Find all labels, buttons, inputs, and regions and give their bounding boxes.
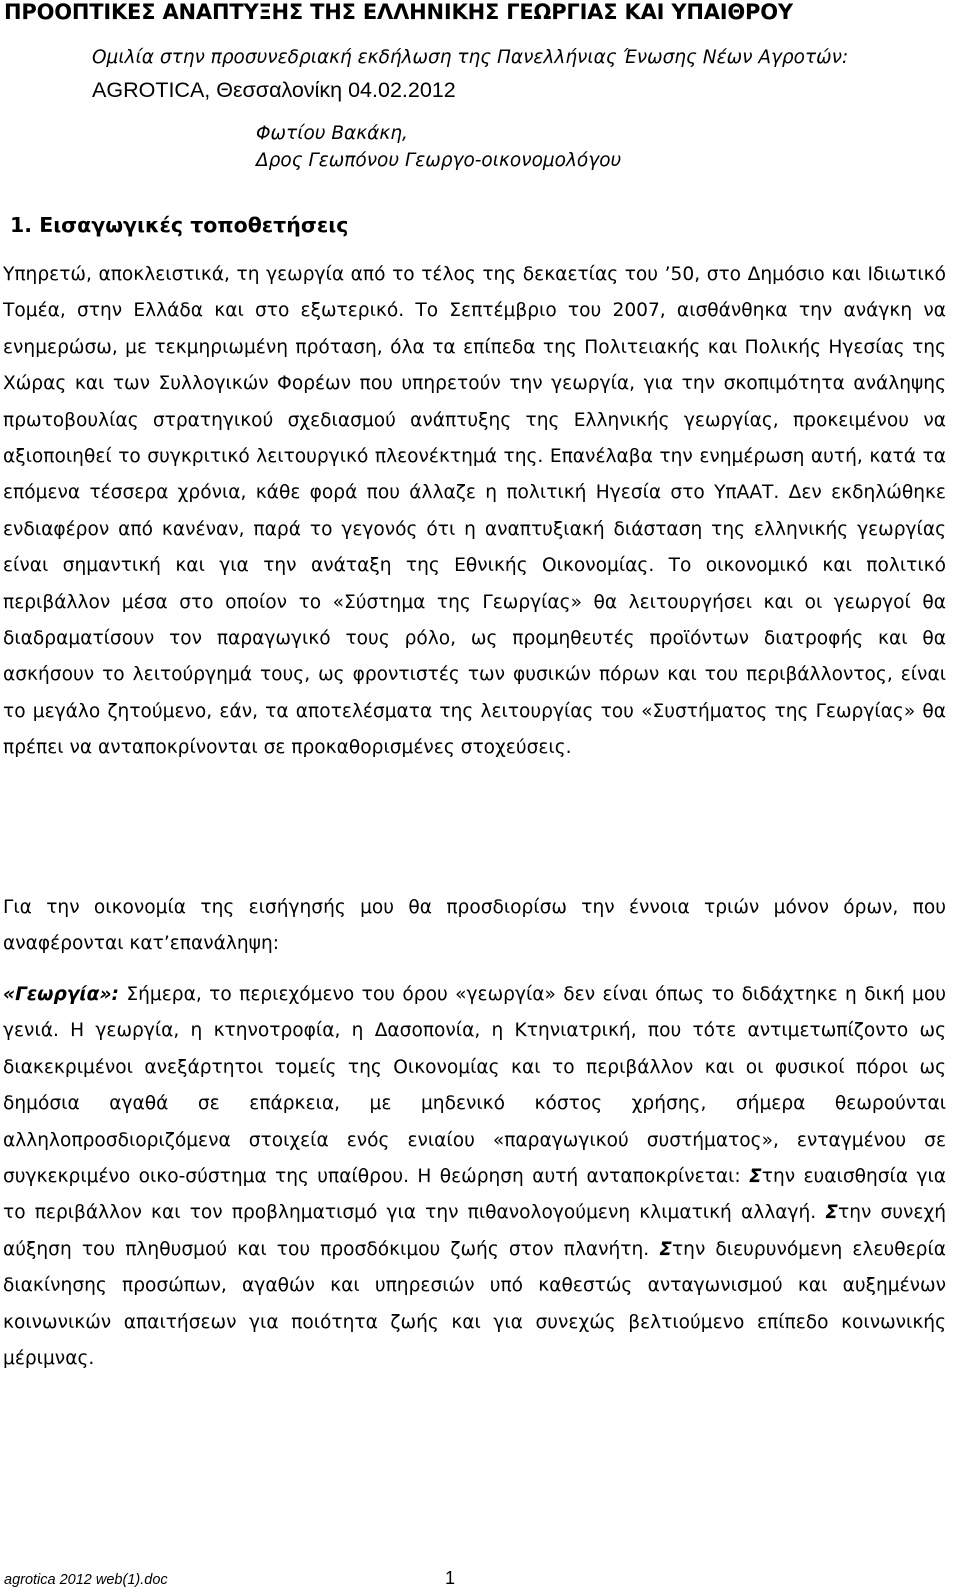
bold-initial: Σ xyxy=(659,1238,672,1260)
paragraph-intro: Υπηρετώ, αποκλειστικά, τη γεωργία από το τέλος της δεκαετίας του ’50, στο Δημόσιο και Ιδιωτικό Τομέα, στην Ελλάδα και στο εξωτερικό. Το Σεπτέμβριο του 2007, αισθάνθηκα την ανάγκη να ενημερώσω, με τεκμηριωμένη πρόταση, όλα τα επίπεδα της Πολιτειακής και Πολικής Ηγεσίας της Χώρας και των Συλλογικών Φορέων που υπηρετούν την γεωργία, για την σκοπιμότητα ανάληψης πρωτοβουλίας στρατηγικού σχεδιασμού ανάπτυξης της Ελληνικής γεωργίας, προκειμένου να αξιοποιηθεί το συγκριτικό λειτουργικό πλεονέκτημά της. Επανέλαβα την ενημέρωση αυτή, κατά τα επόμενα τέσσερα χρόνια, κάθε φορά που άλλαζε η πολιτική Ηγεσία στο ΥπΑΑΤ. Δεν εκδηλώθηκε ενδιαφέρον από κανέναν, παρά το γεγονός ότι η αναπτυξιακή διάσταση της ελληνικής γεωργίας είναι σημαντική και για την ανάταξη της Εθνικής Οικονομίας. Το οικονομικό και πολιτικό περιβάλλον μέσα στο οποίον το «Σύστημα της Γεωργίας» θα λειτουργήσει και οι γεωργοί θα διαδραματίσουν τον παραγωγικό τους ρόλο, ως προμηθευτές προϊόντων διατροφής και θα ασκήσουν το λειτούργημά τους, ως φροντιστές των φυσικών πόρων και του περιβάλλοντος, είναι το μεγάλο ζητούμενο, εάν, τα αποτελέσματα της λειτουργίας του «Συστήματος της Γεωργίας» θα πρέπει να ανταποκρίνονται σε προκαθορισμένες στοχεύσεις. xyxy=(3,264,946,759)
author-name: Φωτίου Βακάκη, xyxy=(256,123,408,144)
paragraph-text: την διευρυνόμενη ελευθερία διακίνησης προσώπων, αγαθών και υπηρεσιών υπό καθεστώς ανταγωνισμού και αυξημένων κοινωνικών απαιτήσεων για ποιότητα ζωής και για συνεχώς βελτιούμενο επίπεδο κοινωνικής μέριμνας. xyxy=(3,1238,946,1370)
paragraph-text: την ευαισθησία για το περιβάλλον και τον προβληματισμό για την πιθανολογούμενη κλιματική αλλαγή. xyxy=(3,1166,946,1224)
author-block xyxy=(256,120,621,174)
document-title: ΠΡΟΟΠΤΙΚΕΣ ΑΝΑΠΤΥΞΗΣ ΤΗΣ ΕΛΛΗΝΙΚΗΣ ΓΕΩΡΓΙΑΣ ΚΑΙ ΥΠΑΙΘΡΟΥ xyxy=(4,0,793,24)
document-subtitle xyxy=(92,42,848,106)
footer-page-number: 1 xyxy=(445,1568,456,1588)
subtitle-date-line: AGROTICA, Θεσσαλονίκη 04.02.2012 xyxy=(92,78,456,102)
paragraph-text: Σήμερα, το περιεχόμενο του όρου «γεωργία» δεν είναι όπως το διδάχτηκε η δική μου γενιά. Η γεωργία, η κτηνοτροφία, η Δασοπονία, η Κτηνιατρική, που τότε αντιμετωπίζοντο ως διακεκριμένοι ανεξάρτητοι τομείς της Οικονομίας και το περιβάλλον και οι φυσικοί πόροι ως δημόσια αγαθά σε επάρκεια, με μηδενικό κόστος χρήσης, σήμερα θεωρούνται αλληλοπροσδιοριζόμενα στοιχεία ενός ενιαίου «παραγωγικού συστήματος», ενταγμένου σε συγκεκριμένο οικο-σύστημα της υπαίθρου. Η θεώρηση αυτή ανταποκρίνεται: xyxy=(3,984,946,1188)
bold-initial: Σ xyxy=(825,1202,838,1224)
paragraph-georgia-definition xyxy=(3,977,946,1377)
paragraph-text: την συνεχή αύξηση του πληθυσμού και του προσδόκιμου ζωής στον πλανήτη. xyxy=(3,1202,946,1260)
footer-document-name: agrotica 2012 web(1).doc xyxy=(4,1572,168,1588)
section-heading: 1. Εισαγωγικές τοποθετήσεις xyxy=(10,213,349,237)
bold-initial: Σ xyxy=(749,1166,762,1188)
subtitle-event-line: Ομιλία στην προσυνεδριακή εκδήλωση της Πανελλήνιας Ένωσης Νέων Αγροτών: xyxy=(92,47,849,68)
term-georgia: «Γεωργία»: xyxy=(3,984,119,1005)
author-role: Δρος Γεωπόνου Γεωργο-οικονομολόγου xyxy=(256,150,622,171)
paragraph-terms-intro: Για την οικονομία της εισήγησής μου θα προσδιορίσω την έννοια τριών μόνον όρων, που αναφέρονται κατ’επανάληψη: xyxy=(3,897,946,955)
